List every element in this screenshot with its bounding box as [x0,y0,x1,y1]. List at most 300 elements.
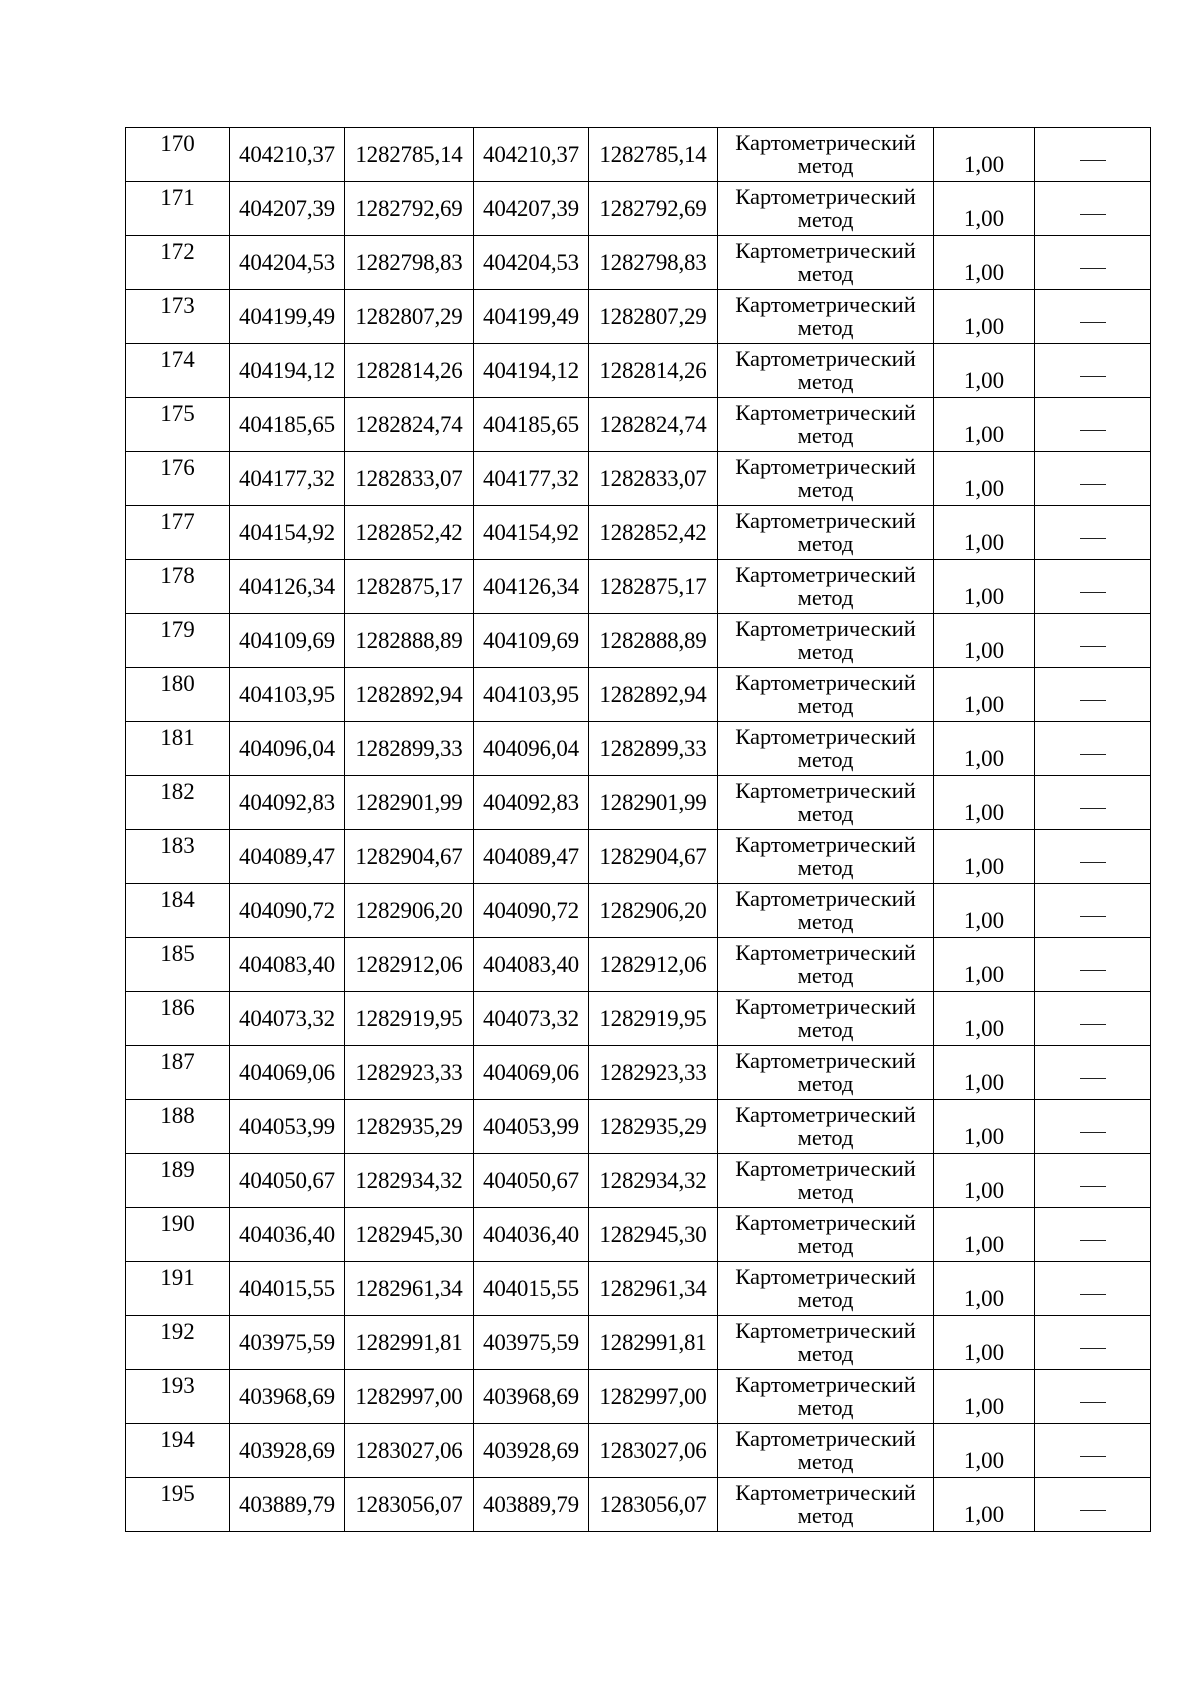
dash-mark [1080,862,1106,863]
method-cell [718,1100,934,1154]
method-label-line-1: Картометрический [735,1210,916,1236]
y-coordinate-cell: 1282852,42 [589,506,718,560]
table-row [126,344,1151,398]
x-coordinate-cell: 404050,67 [230,1154,345,1208]
x-coordinate-cell: 404073,32 [230,992,345,1046]
dash-cell [1035,1100,1151,1154]
x-coordinate-cell: 404199,49 [230,290,345,344]
table-row [126,290,1151,344]
dash-mark [1080,916,1106,917]
y-coordinate-cell: 1282904,67 [345,830,474,884]
method-label-line-2: метод [797,152,854,178]
dash-cell [1035,668,1151,722]
x-coordinate-cell: 404207,39 [230,182,345,236]
method-label-line-2: метод [797,314,854,340]
table-row [126,128,1151,182]
point-number-cell: 195 [126,1478,230,1532]
x-coordinate-cell: 404036,40 [474,1208,589,1262]
accuracy-cell: 1,00 [934,614,1035,668]
dash-mark [1080,1078,1106,1079]
method-cell [718,236,934,290]
y-coordinate-cell: 1282945,30 [345,1208,474,1262]
method-cell [718,182,934,236]
method-label-line-2: метод [797,692,854,718]
dash-cell [1035,128,1151,182]
dash-mark [1080,268,1106,269]
method-cell [718,344,934,398]
x-coordinate-cell: 403975,59 [230,1316,345,1370]
table-body [126,128,1151,1532]
table-row [126,668,1151,722]
method-label-line-1: Картометрический [735,1318,916,1344]
y-coordinate-cell: 1282919,95 [345,992,474,1046]
accuracy-cell: 1,00 [934,1262,1035,1316]
accuracy-cell: 1,00 [934,1370,1035,1424]
y-coordinate-cell: 1282991,81 [589,1316,718,1370]
dash-mark [1080,646,1106,647]
y-coordinate-cell: 1282824,74 [589,398,718,452]
y-coordinate-cell: 1282923,33 [589,1046,718,1100]
dash-mark [1080,808,1106,809]
method-label-line-2: метод [797,1232,854,1258]
dash-cell [1035,884,1151,938]
method-label-line-1: Картометрический [735,886,916,912]
method-label-line-2: метод [797,1340,854,1366]
y-coordinate-cell: 1282888,89 [589,614,718,668]
dash-cell [1035,614,1151,668]
method-label-line-2: метод [797,206,854,232]
dash-cell [1035,1208,1151,1262]
dash-cell [1035,1316,1151,1370]
method-label-line-1: Картометрический [735,1480,916,1506]
table-row [126,938,1151,992]
x-coordinate-cell: 403928,69 [474,1424,589,1478]
dash-mark [1080,214,1106,215]
method-label-line-1: Картометрический [735,1372,916,1398]
method-label-line-2: метод [797,962,854,988]
point-number-cell: 191 [126,1262,230,1316]
y-coordinate-cell: 1282935,29 [345,1100,474,1154]
method-label-line-1: Картометрический [735,292,916,318]
point-number-cell: 181 [126,722,230,776]
accuracy-cell: 1,00 [934,1100,1035,1154]
table-row [126,1046,1151,1100]
dash-mark [1080,484,1106,485]
y-coordinate-cell: 1282833,07 [589,452,718,506]
method-label-line-1: Картометрический [735,1426,916,1452]
accuracy-cell: 1,00 [934,1316,1035,1370]
method-label-line-2: метод [797,1070,854,1096]
x-coordinate-cell: 404210,37 [474,128,589,182]
table-row [126,1262,1151,1316]
dash-mark [1080,1186,1106,1187]
point-number-cell: 179 [126,614,230,668]
y-coordinate-cell: 1282814,26 [345,344,474,398]
table-row [126,1208,1151,1262]
x-coordinate-cell: 404073,32 [474,992,589,1046]
point-number-cell: 187 [126,1046,230,1100]
method-cell [718,506,934,560]
x-coordinate-cell: 404096,04 [230,722,345,776]
dash-cell [1035,722,1151,776]
accuracy-cell: 1,00 [934,830,1035,884]
x-coordinate-cell: 403975,59 [474,1316,589,1370]
y-coordinate-cell: 1282888,89 [345,614,474,668]
dash-mark [1080,1132,1106,1133]
x-coordinate-cell: 404207,39 [474,182,589,236]
x-coordinate-cell: 404053,99 [230,1100,345,1154]
point-number-cell: 172 [126,236,230,290]
y-coordinate-cell: 1283027,06 [589,1424,718,1478]
dash-mark [1080,754,1106,755]
accuracy-cell: 1,00 [934,992,1035,1046]
method-cell [718,1046,934,1100]
accuracy-cell: 1,00 [934,344,1035,398]
y-coordinate-cell: 1282912,06 [589,938,718,992]
method-cell [718,1154,934,1208]
method-label-line-1: Картометрический [735,562,916,588]
coordinates-table [125,127,1151,1532]
point-number-cell: 174 [126,344,230,398]
x-coordinate-cell: 403928,69 [230,1424,345,1478]
y-coordinate-cell: 1282892,94 [345,668,474,722]
point-number-cell: 190 [126,1208,230,1262]
accuracy-cell: 1,00 [934,1424,1035,1478]
x-coordinate-cell: 403889,79 [230,1478,345,1532]
dash-mark [1080,322,1106,323]
x-coordinate-cell: 403968,69 [474,1370,589,1424]
method-label-line-1: Картометрический [735,616,916,642]
x-coordinate-cell: 404103,95 [230,668,345,722]
accuracy-cell: 1,00 [934,1154,1035,1208]
method-cell [718,1208,934,1262]
method-cell [718,452,934,506]
dash-cell [1035,1478,1151,1532]
dash-cell [1035,1046,1151,1100]
method-label-line-1: Картометрический [735,400,916,426]
y-coordinate-cell: 1282852,42 [345,506,474,560]
table-row [126,560,1151,614]
method-label-line-2: метод [797,1286,854,1312]
dash-mark [1080,1402,1106,1403]
x-coordinate-cell: 404204,53 [474,236,589,290]
x-coordinate-cell: 404109,69 [474,614,589,668]
y-coordinate-cell: 1282785,14 [345,128,474,182]
point-number-cell: 183 [126,830,230,884]
method-cell [718,290,934,344]
method-label-line-1: Картометрический [735,1048,916,1074]
method-label-line-2: метод [797,584,854,610]
accuracy-cell: 1,00 [934,1208,1035,1262]
y-coordinate-cell: 1282798,83 [345,236,474,290]
table-row [126,182,1151,236]
dash-mark [1080,376,1106,377]
y-coordinate-cell: 1282904,67 [589,830,718,884]
accuracy-cell: 1,00 [934,128,1035,182]
accuracy-cell: 1,00 [934,182,1035,236]
x-coordinate-cell: 404177,32 [474,452,589,506]
method-cell [718,938,934,992]
x-coordinate-cell: 404069,06 [230,1046,345,1100]
method-label-line-1: Картометрический [735,508,916,534]
y-coordinate-cell: 1282814,26 [589,344,718,398]
point-number-cell: 170 [126,128,230,182]
method-label-line-2: метод [797,368,854,394]
x-coordinate-cell: 404194,12 [474,344,589,398]
table-row [126,452,1151,506]
y-coordinate-cell: 1282991,81 [345,1316,474,1370]
method-label-line-1: Картометрический [735,346,916,372]
point-number-cell: 192 [126,1316,230,1370]
method-label-line-1: Картометрический [735,940,916,966]
method-cell [718,560,934,614]
x-coordinate-cell: 404154,92 [474,506,589,560]
dash-mark [1080,1456,1106,1457]
method-label-line-2: метод [797,1502,854,1528]
y-coordinate-cell: 1282901,99 [345,776,474,830]
method-label-line-2: метод [797,260,854,286]
method-cell [718,1262,934,1316]
y-coordinate-cell: 1282934,32 [589,1154,718,1208]
table-row [126,884,1151,938]
y-coordinate-cell: 1282792,69 [345,182,474,236]
method-label-line-2: метод [797,746,854,772]
method-label-line-1: Картометрический [735,670,916,696]
y-coordinate-cell: 1282899,33 [589,722,718,776]
point-number-cell: 185 [126,938,230,992]
method-label-line-1: Картометрический [735,454,916,480]
table-row [126,398,1151,452]
dash-cell [1035,938,1151,992]
y-coordinate-cell: 1282997,00 [345,1370,474,1424]
y-coordinate-cell: 1282875,17 [589,560,718,614]
x-coordinate-cell: 404089,47 [230,830,345,884]
table-row [126,1478,1151,1532]
dash-cell [1035,1424,1151,1478]
dash-cell [1035,506,1151,560]
x-coordinate-cell: 404089,47 [474,830,589,884]
dash-cell [1035,452,1151,506]
dash-cell [1035,1262,1151,1316]
x-coordinate-cell: 404185,65 [230,398,345,452]
y-coordinate-cell: 1282824,74 [345,398,474,452]
dash-mark [1080,430,1106,431]
point-number-cell: 178 [126,560,230,614]
method-label-line-2: метод [797,638,854,664]
method-cell [718,830,934,884]
method-label-line-2: метод [797,800,854,826]
dash-mark [1080,1510,1106,1511]
y-coordinate-cell: 1282906,20 [589,884,718,938]
method-label-line-2: метод [797,422,854,448]
y-coordinate-cell: 1282912,06 [345,938,474,992]
method-cell [718,992,934,1046]
accuracy-cell: 1,00 [934,1046,1035,1100]
y-coordinate-cell: 1282792,69 [589,182,718,236]
table-row [126,1100,1151,1154]
x-coordinate-cell: 404126,34 [474,560,589,614]
dash-mark [1080,1240,1106,1241]
dash-cell [1035,560,1151,614]
table-row [126,1370,1151,1424]
x-coordinate-cell: 404090,72 [474,884,589,938]
point-number-cell: 184 [126,884,230,938]
method-cell [718,884,934,938]
dash-cell [1035,398,1151,452]
method-label-line-1: Картометрический [735,1264,916,1290]
point-number-cell: 177 [126,506,230,560]
method-label-line-1: Картометрический [735,184,916,210]
y-coordinate-cell: 1282934,32 [345,1154,474,1208]
table-row [126,722,1151,776]
method-cell [718,128,934,182]
table-row [126,236,1151,290]
accuracy-cell: 1,00 [934,668,1035,722]
y-coordinate-cell: 1282919,95 [589,992,718,1046]
point-number-cell: 182 [126,776,230,830]
table-row [126,830,1151,884]
method-label-line-2: метод [797,908,854,934]
accuracy-cell: 1,00 [934,452,1035,506]
x-coordinate-cell: 404069,06 [474,1046,589,1100]
accuracy-cell: 1,00 [934,398,1035,452]
dash-cell [1035,236,1151,290]
accuracy-cell: 1,00 [934,938,1035,992]
method-cell [718,722,934,776]
x-coordinate-cell: 404050,67 [474,1154,589,1208]
x-coordinate-cell: 403968,69 [230,1370,345,1424]
method-label-line-1: Картометрический [735,832,916,858]
dash-mark [1080,700,1106,701]
table-row [126,614,1151,668]
y-coordinate-cell: 1282923,33 [345,1046,474,1100]
point-number-cell: 193 [126,1370,230,1424]
method-label-line-1: Картометрический [735,1156,916,1182]
dash-cell [1035,1154,1151,1208]
point-number-cell: 188 [126,1100,230,1154]
dash-cell [1035,830,1151,884]
dash-cell [1035,1370,1151,1424]
accuracy-cell: 1,00 [934,722,1035,776]
x-coordinate-cell: 404154,92 [230,506,345,560]
method-label-line-1: Картометрический [735,778,916,804]
dash-cell [1035,290,1151,344]
x-coordinate-cell: 404204,53 [230,236,345,290]
x-coordinate-cell: 404109,69 [230,614,345,668]
y-coordinate-cell: 1282906,20 [345,884,474,938]
y-coordinate-cell: 1282807,29 [345,290,474,344]
y-coordinate-cell: 1282935,29 [589,1100,718,1154]
accuracy-cell: 1,00 [934,776,1035,830]
y-coordinate-cell: 1282961,34 [589,1262,718,1316]
x-coordinate-cell: 404210,37 [230,128,345,182]
y-coordinate-cell: 1283056,07 [589,1478,718,1532]
point-number-cell: 175 [126,398,230,452]
dash-mark [1080,1348,1106,1349]
accuracy-cell: 1,00 [934,884,1035,938]
x-coordinate-cell: 404015,55 [230,1262,345,1316]
method-cell [718,1316,934,1370]
point-number-cell: 176 [126,452,230,506]
accuracy-cell: 1,00 [934,1478,1035,1532]
method-label-line-1: Картометрический [735,238,916,264]
point-number-cell: 173 [126,290,230,344]
x-coordinate-cell: 404092,83 [230,776,345,830]
dash-mark [1080,970,1106,971]
method-cell [718,1370,934,1424]
point-number-cell: 180 [126,668,230,722]
x-coordinate-cell: 404126,34 [230,560,345,614]
method-cell [718,398,934,452]
y-coordinate-cell: 1282798,83 [589,236,718,290]
method-label-line-2: метод [797,1448,854,1474]
table-row [126,1154,1151,1208]
y-coordinate-cell: 1282899,33 [345,722,474,776]
y-coordinate-cell: 1282875,17 [345,560,474,614]
method-label-line-2: метод [797,1124,854,1150]
dash-mark [1080,538,1106,539]
x-coordinate-cell: 404194,12 [230,344,345,398]
accuracy-cell: 1,00 [934,290,1035,344]
method-label-line-2: метод [797,1178,854,1204]
y-coordinate-cell: 1283027,06 [345,1424,474,1478]
method-label-line-2: метод [797,476,854,502]
table-row [126,776,1151,830]
y-coordinate-cell: 1282997,00 [589,1370,718,1424]
method-label-line-1: Картометрический [735,130,916,156]
accuracy-cell: 1,00 [934,560,1035,614]
method-label-line-1: Картометрический [735,994,916,1020]
x-coordinate-cell: 404177,32 [230,452,345,506]
method-label-line-2: метод [797,530,854,556]
dash-mark [1080,592,1106,593]
method-label-line-2: метод [797,854,854,880]
y-coordinate-cell: 1282785,14 [589,128,718,182]
method-label-line-2: метод [797,1394,854,1420]
table-row [126,1316,1151,1370]
x-coordinate-cell: 404090,72 [230,884,345,938]
x-coordinate-cell: 404092,83 [474,776,589,830]
x-coordinate-cell: 404096,04 [474,722,589,776]
method-cell [718,1424,934,1478]
x-coordinate-cell: 404185,65 [474,398,589,452]
point-number-cell: 194 [126,1424,230,1478]
x-coordinate-cell: 404083,40 [230,938,345,992]
accuracy-cell: 1,00 [934,506,1035,560]
x-coordinate-cell: 403889,79 [474,1478,589,1532]
dash-mark [1080,160,1106,161]
y-coordinate-cell: 1282807,29 [589,290,718,344]
point-number-cell: 186 [126,992,230,1046]
x-coordinate-cell: 404036,40 [230,1208,345,1262]
dash-cell [1035,344,1151,398]
dash-cell [1035,776,1151,830]
y-coordinate-cell: 1282833,07 [345,452,474,506]
x-coordinate-cell: 404103,95 [474,668,589,722]
dash-cell [1035,182,1151,236]
dash-mark [1080,1294,1106,1295]
x-coordinate-cell: 404015,55 [474,1262,589,1316]
y-coordinate-cell: 1282961,34 [345,1262,474,1316]
method-cell [718,776,934,830]
x-coordinate-cell: 404053,99 [474,1100,589,1154]
method-label-line-1: Картометрический [735,1102,916,1128]
table-row [126,506,1151,560]
method-label-line-2: метод [797,1016,854,1042]
method-cell [718,1478,934,1532]
table-row [126,1424,1151,1478]
method-label-line-1: Картометрический [735,724,916,750]
